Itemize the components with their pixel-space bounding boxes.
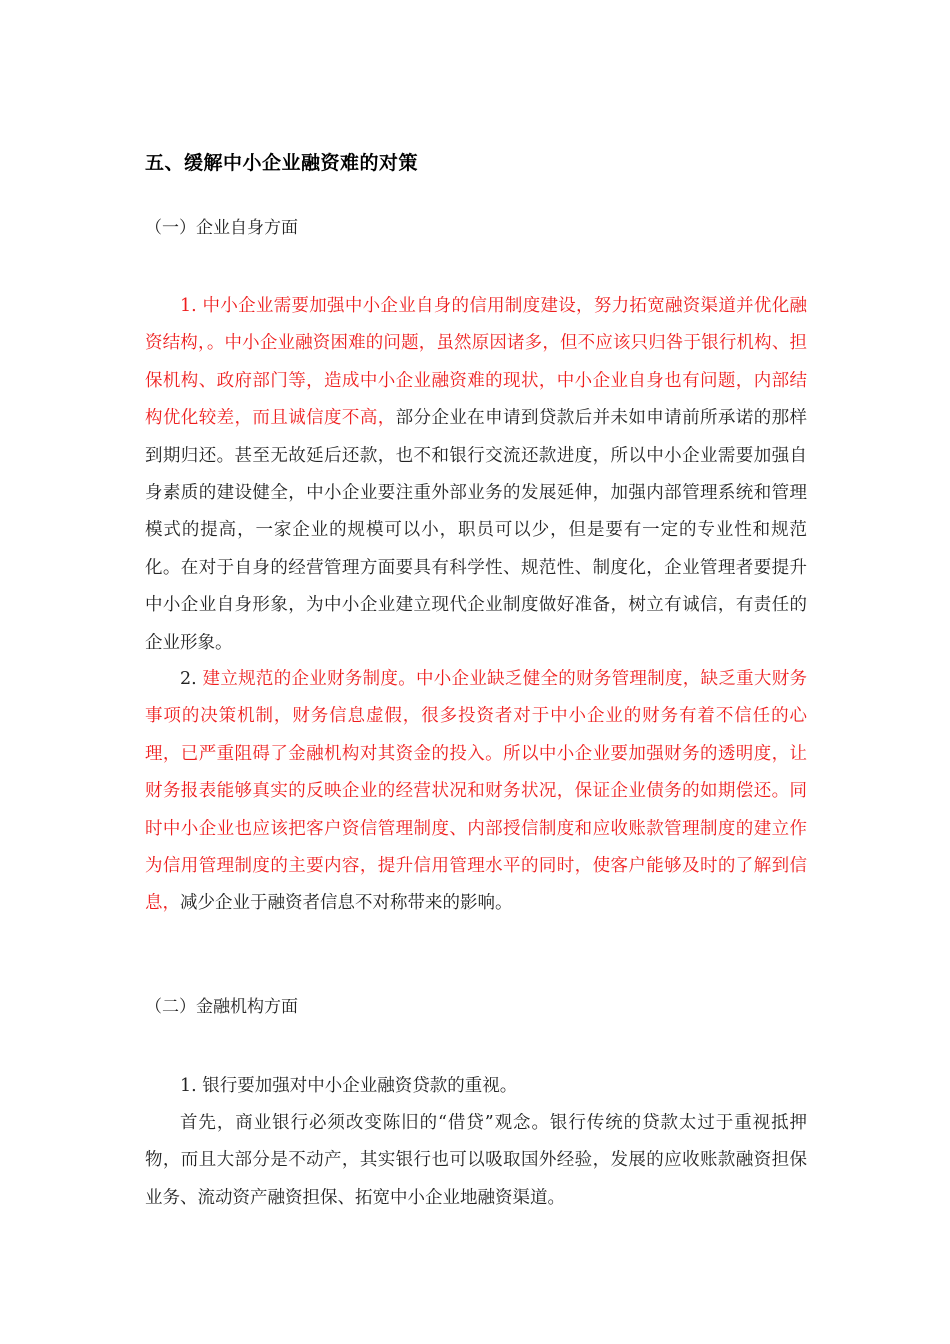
subsection-title-2: （二）金融机构方面 [145, 997, 298, 1017]
body-text: 减少企业于融资者信息不对称带来的影响。 [180, 893, 513, 914]
body-text: 部分企业在申请到贷款后并未如申请前所承诺的那样到期归还。甚至无故延后还款，也不和银行交流还款进度，所以中小企业需要加强自身素质的建设健全，中小企业要注重外部业务的发展延伸，加强内部管理系统和管理模式的提高，一家企业的规模可以小，职员可以少，但是要有一定的专业性和规范化。在对于自身的经营管理方面要具有科学性、规范性、制度化，企业管理者要提升中小企业自身形象，为中小企业建立现代企业制度做好准备，树立有诚信，有责任的企业形象。 [145, 408, 808, 653]
paragraph-credit-system [145, 288, 807, 662]
highlighted-text: 建立规范的企业财务制度。中小企业缺乏健全的财务管理制度，缺乏重大财务事项的决策机制，财务信息虚假，很多投资者对于中小企业的财务有着不信任的心理，已严重阻碍了金融机构对其资金的投入。所以中小企业要加强财务的透明度，让财务报表能够真实的反映企业的经营状况和财务状况，保证企业债务的如期偿还。同时中小企业也应该把客户资信管理制度、内部授信制度和应收账款管理制度的建立作为信用管理制度的主要内容，提升信用管理水平的同时，使客户能够及时的了解到信息， [145, 669, 807, 914]
highlighted-text: 1. 中小企业需要加强中小企业自身的信用制度建设，努力拓宽融资渠道并优化融资结构，。中小企业融资困难的问题，虽然原因诸多，但不应该只归咎于银行机构、担保机构、政府部门等，造成中小企业融资难的现状，中小企业自身也有问题，内部结构优化较差，而且诚信度不高， [145, 296, 807, 429]
paragraph-bank-concept: 首先，商业银行必须改变陈旧的“借贷”观念。银行传统的贷款太过于重视抵押物，而且大部分是不动产，其实银行也可以吸取国外经验，发展的应收账款融资担保业务、流动资产融资担保、拓宽中小企业地融资渠道。 [145, 1113, 807, 1208]
paragraph-bank-attention: 1. 银行要加强对中小企业融资贷款的重视。 [180, 1076, 518, 1096]
subsection-title-1: （一）企业自身方面 [145, 218, 298, 238]
item-number: 2. [180, 669, 203, 689]
section-heading: 五、缓解中小企业融资难的对策 [145, 152, 419, 174]
paragraph-finance-system [145, 661, 807, 923]
